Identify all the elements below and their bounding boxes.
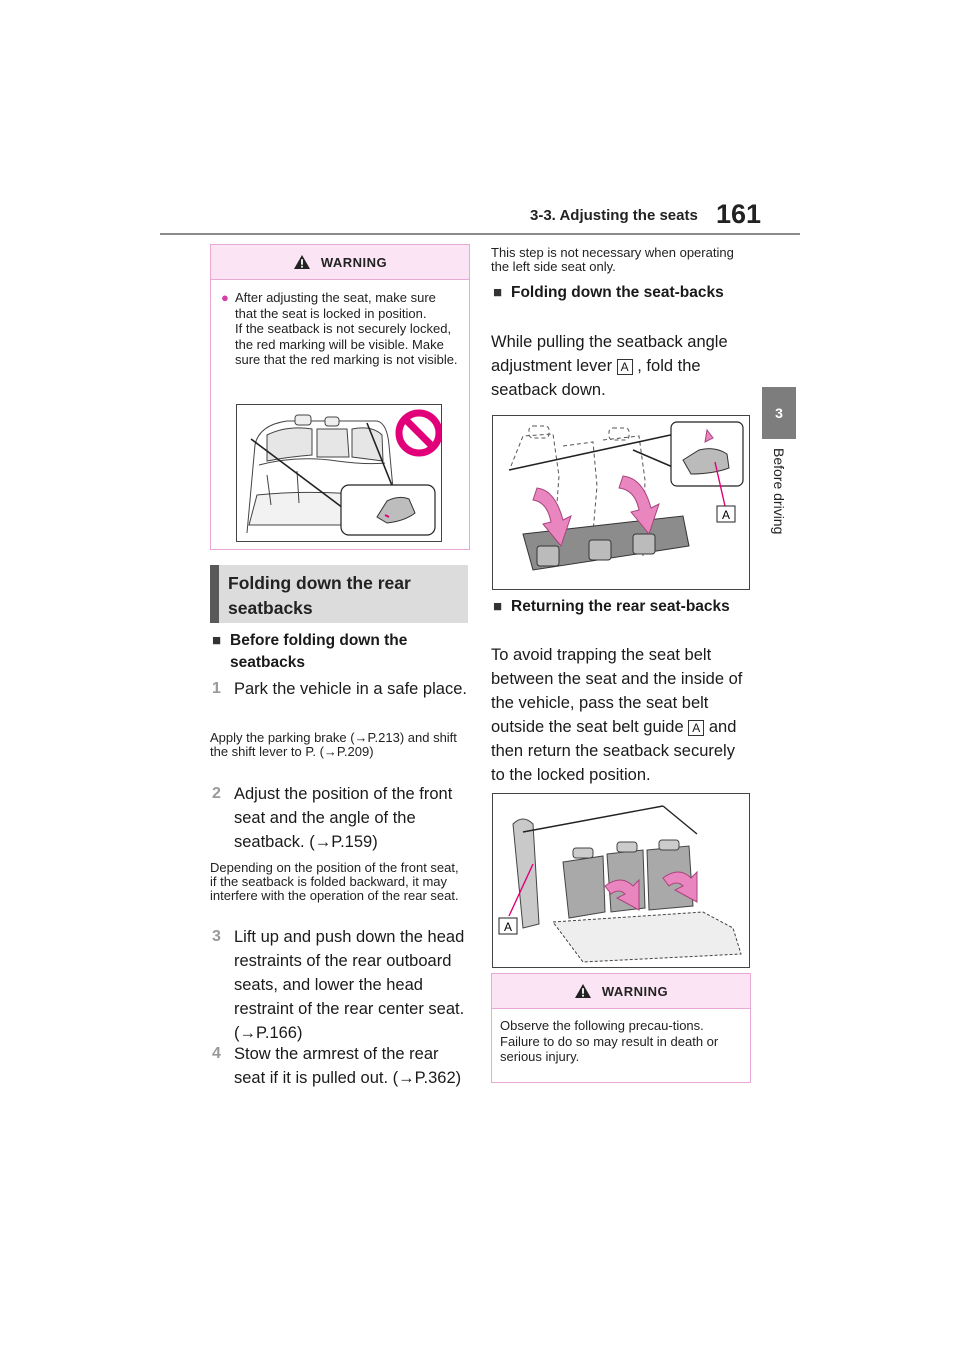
step-text: Adjust the position of the front seat and the angle of the seatback. (→P.159): [234, 785, 453, 851]
square-bullet-icon: ■: [212, 632, 222, 649]
subheading-text: Returning the rear seat-backs: [511, 598, 730, 615]
step-1-note: Apply the parking brake (→P.213) and shift the shift lever to P. (→P.209): [210, 730, 457, 759]
rear-seat-lock-illustration: [236, 404, 442, 542]
subheading-folding: [493, 282, 753, 304]
step-number: 4: [212, 1045, 221, 1062]
subheading-returning: [493, 596, 753, 618]
warning-text: After adjusting the seat, make sure that the seat is locked in position. If the seatback is not securely locked, the red marking will be visible. Make sure that the red marking is not visible.: [235, 290, 458, 367]
returning-instruction: [491, 643, 753, 787]
step-text: Park the vehicle in a safe place.: [234, 680, 467, 698]
fold-seatback-illustration: [492, 415, 750, 590]
header-rule: [160, 233, 800, 235]
fig-label-a: A: [503, 920, 513, 934]
step-2: [212, 782, 468, 854]
section-title: 3-3. Adjusting the seats: [530, 207, 698, 224]
warning-triangle-icon: [574, 983, 592, 999]
warning-triangle-icon: [293, 254, 311, 270]
warning-box: [491, 973, 751, 1083]
square-bullet-icon: ■: [493, 284, 503, 301]
warning-text: Observe the following precau-tions. Failure to do so may result in death or serious injury.: [500, 1018, 719, 1064]
chapter-tab-number: 3: [762, 387, 796, 439]
instruction-text: While pulling the seatback angle adjustment lever: [491, 333, 728, 375]
subheading-before-folding: [212, 630, 472, 674]
return-seatback-illustration: [492, 793, 750, 968]
callout-label-a: A: [617, 359, 633, 375]
left-seat-note: This step is not necessary when operating the left side seat only.: [491, 245, 734, 274]
step-number: 2: [212, 785, 221, 802]
step-4: [212, 1042, 468, 1090]
folding-instruction: [491, 330, 753, 402]
subheading-text: Folding down the seat-backs: [511, 284, 724, 301]
section-heading: Folding down the rear seatbacks: [210, 565, 468, 623]
step-2-note: Depending on the position of the front seat, if the seatback is folded backward, it may interfere with the operation of the rear seat.: [210, 860, 459, 903]
chapter-tab: [757, 448, 801, 688]
instruction-text: , fold the seatback down.: [491, 357, 701, 399]
chapter-tab-label: Before driving: [771, 448, 787, 535]
prohibited-icon: [399, 413, 439, 453]
warning-body: [221, 290, 461, 368]
instruction-text: and then return the seatback securely to the locked position.: [491, 718, 737, 784]
page-number: 161: [716, 199, 762, 229]
warning-title: WARNING: [601, 983, 669, 999]
step-1: [212, 677, 468, 701]
step-text: Stow the armrest of the rear seat if it is pulled out. (→P.362): [234, 1045, 462, 1087]
subheading-text: Before folding down the seatbacks: [230, 632, 408, 671]
step-text: Lift up and push down the head restraints of the rear outboard seats, and lower the head restraint of the rear center seat. (→P.166): [234, 928, 465, 1042]
warning-header: [211, 245, 469, 280]
warning-header: [492, 974, 750, 1009]
warning-title: WARNING: [320, 254, 388, 270]
instruction-text: To avoid trapping the seat belt between the seat and the inside of the vehicle, pass the seat belt outside the seat belt guide: [491, 646, 743, 736]
step-number: 3: [212, 928, 221, 945]
square-bullet-icon: ■: [493, 598, 503, 615]
bullet-icon: ●: [221, 290, 229, 305]
callout-label-a: A: [688, 720, 704, 736]
step-3: [212, 925, 468, 1045]
step-number: 1: [212, 680, 221, 697]
fig-label-a: A: [721, 508, 731, 522]
